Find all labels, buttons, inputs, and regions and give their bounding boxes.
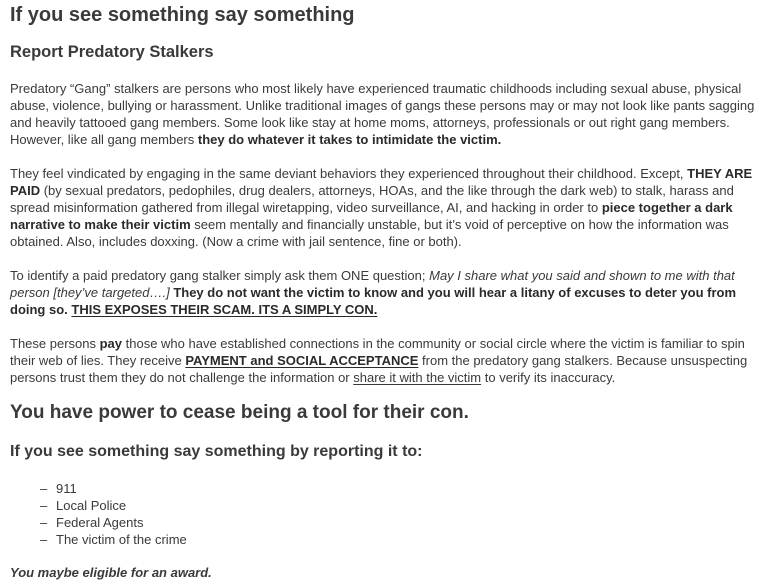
- dash-bullet: –: [40, 515, 48, 530]
- paragraph-paid: [10, 165, 772, 250]
- list-item: [40, 531, 187, 548]
- bold-text: they do whatever it takes to intimidate the victim.: [197, 132, 502, 147]
- underlined-text: share it with the victim: [353, 370, 482, 385]
- report-list: [40, 480, 187, 548]
- bold-text: piece together a dark narrative to make their victim: [10, 200, 733, 232]
- list-item-label: Federal Agents: [56, 515, 144, 530]
- list-item: [40, 497, 187, 514]
- bold-text: They do not want the victim to know and you will hear a litany of excuses to deter you from doing so.: [10, 285, 737, 317]
- bold-underlined-text: [185, 353, 418, 368]
- text-run: To identify a paid predatory gang stalker simply ask them ONE question;: [10, 268, 430, 283]
- paragraph-gang-stalkers: [10, 80, 772, 148]
- underlined-text: PAYMENT and SOCIAL ACCEPTANCE: [185, 353, 419, 368]
- list-item: [40, 480, 187, 497]
- bold-text: pay: [99, 336, 123, 351]
- award-note: You maybe eligible for an award.: [10, 565, 212, 580]
- underlined-text: THIS EXPOSES THEIR SCAM. ITS A SIMPLY CON.: [71, 302, 378, 317]
- text-run: These persons: [10, 336, 100, 351]
- power-heading: You have power to cease being a tool for their con.: [10, 402, 469, 423]
- list-item: [40, 514, 187, 531]
- bold-text: THEY ARE PAID: [10, 166, 753, 198]
- text-run: those who have established connections in the community or social circle where the victim is familiar to spin their web of lies. They receive: [10, 336, 745, 368]
- text-run: to verify its inaccuracy.: [481, 370, 616, 385]
- list-item-label: The victim of the crime: [56, 532, 187, 547]
- list-item-label: 911: [56, 481, 77, 496]
- italic-text: May I share what you said and shown to me with that person [they’ve targeted….]: [10, 268, 735, 300]
- text-run: (by sexual predators, pedophiles, drug dealers, attorneys, HOAs, and the like through the dark web) to stalk, harass and spread misinformation gathered from illegal wiretapping, video surveillance, AI, and hacking in order to: [10, 183, 734, 215]
- dash-bullet: –: [40, 481, 48, 496]
- paragraph-pay: [10, 335, 772, 386]
- text-run: seem mentally and financially unstable, but it’s void of perceptive on how the information was obtained. Also, includes doxxing. (Now a crime with jail sentence, fine or both).: [10, 217, 729, 249]
- paragraph-identify: [10, 267, 772, 318]
- dash-bullet: –: [40, 498, 48, 513]
- text-run: from the predatory gang stalkers. Because unsuspecting persons trust them they do not challenge the information or: [10, 353, 748, 385]
- list-item-label: Local Police: [56, 498, 127, 513]
- bold-underlined-text: [71, 302, 377, 317]
- page-title: If you see something say something: [10, 4, 355, 26]
- section-title: Report Predatory Stalkers: [10, 43, 214, 61]
- text-run: They feel vindicated by engaging in the same deviant behaviors they experienced throughout their childhood. Except,: [10, 166, 688, 181]
- text-run: Predatory “Gang” stalkers are persons who most likely have experienced traumatic childhoods including sexual abuse, physical abuse, violence, bullying or harassment. Unlike traditional images of gangs these persons may or may not look like pants sagging and heavily tattooed gang members. Some look like stay at home moms, attorneys, professionals or out right gang members. However, like all gang members: [10, 81, 755, 147]
- dash-bullet: –: [40, 532, 48, 547]
- report-heading: If you see something say something by reporting it to:: [10, 443, 423, 460]
